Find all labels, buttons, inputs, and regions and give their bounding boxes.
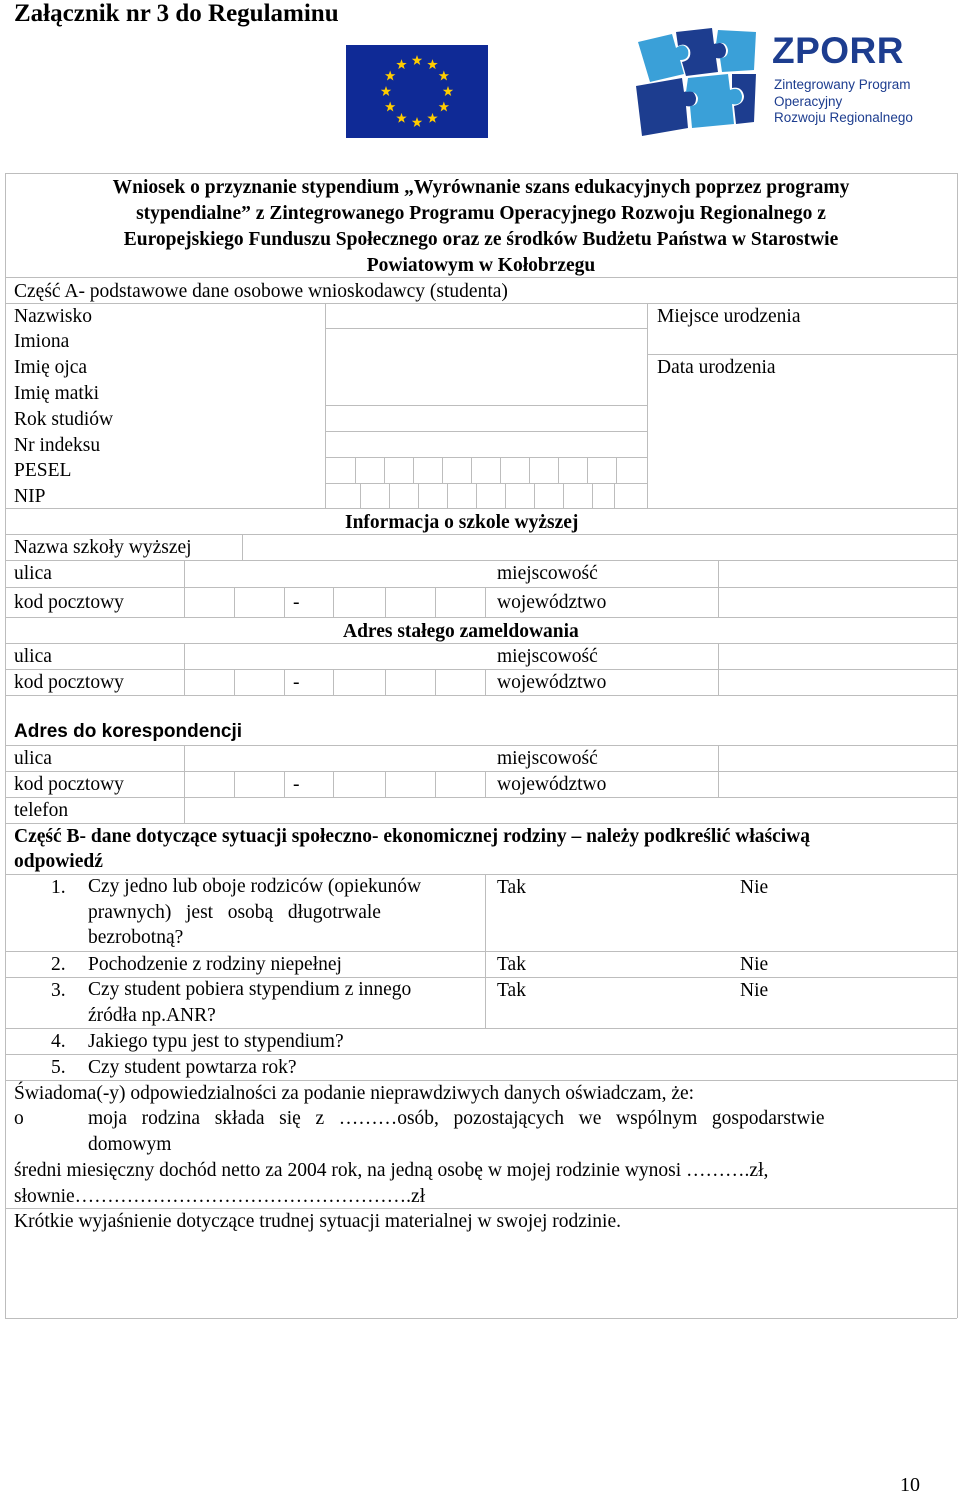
label-residence-street: ulica: [14, 646, 52, 667]
zporr-logo: [632, 28, 922, 143]
question-3-line-1: Czy student pobiera stypendium z innego: [88, 979, 412, 1000]
residence-heading: Adres stałego zameldowania: [343, 621, 579, 642]
question-4-number: 4.: [51, 1031, 66, 1052]
label-corr-city: miejscowość: [497, 748, 598, 769]
declaration-income-line-1: średni miesięczny dochód netto za 2004 rok, na jedną osobę w mojej rodzinie wynosi ……….zł,: [14, 1160, 769, 1181]
label-corr-province: województwo: [497, 774, 607, 795]
declaration-intro: Świadoma(-y) odpowiedzialności za podanie nieprawdziwych danych oświadczam, że:: [14, 1083, 695, 1104]
label-nip: NIP: [14, 486, 46, 507]
label-school-province: województwo: [497, 592, 607, 613]
eu-flag-logo: [346, 45, 488, 138]
label-pesel: PESEL: [14, 460, 72, 481]
label-school-name: Nazwa szkoły wyższej: [14, 537, 192, 558]
label-birth-place: Miejsce urodzenia: [657, 306, 801, 327]
part-b-title-line-1: Część B- dane dotyczące sytuacji społeczno- ekonomicznej rodziny – należy podkreślić właściwą: [14, 826, 810, 847]
question-2-yes[interactable]: Tak: [497, 954, 526, 975]
question-3-no[interactable]: Nie: [740, 980, 769, 1001]
label-phone: telefon: [14, 800, 69, 821]
nip-input[interactable]: [361, 484, 646, 507]
label-father-name: Imię ojca: [14, 357, 88, 378]
explanation-textarea[interactable]: [6, 1235, 956, 1317]
declaration-family-line-2: domowym: [88, 1134, 172, 1155]
name-fields-input[interactable]: [326, 304, 646, 404]
form-heading-line-2: stypendialne” z Zintegrowanego Programu Operacyjnego Rozwoju Regionalnego z: [136, 203, 826, 224]
label-residence-postal: kod pocztowy: [14, 672, 124, 693]
label-school-postal: kod pocztowy: [14, 592, 124, 613]
declaration-bullet: o: [14, 1108, 24, 1129]
question-3-number: 3.: [51, 980, 66, 1001]
label-residence-province: województwo: [497, 672, 607, 693]
question-1-no[interactable]: Nie: [740, 877, 769, 898]
label-birth-date: Data urodzenia: [657, 357, 776, 378]
declaration-income-line-2: słownie…………………………………………….zł: [14, 1186, 426, 1207]
question-3-yes[interactable]: Tak: [497, 980, 526, 1001]
question-2-no[interactable]: Nie: [740, 954, 769, 975]
school-heading: Informacja o szkole wyższej: [345, 512, 579, 533]
label-first-names: Imiona: [14, 331, 70, 352]
question-2-number: 2.: [51, 954, 66, 975]
label-school-street: ulica: [14, 563, 52, 584]
part-b-title-line-2: odpowiedź: [14, 851, 103, 872]
label-index-number: Nr indeksu: [14, 435, 101, 456]
page-number: 10: [900, 1474, 920, 1496]
question-1-text: [88, 874, 474, 951]
question-5-text: Czy student powtarza rok?: [88, 1057, 297, 1078]
label-corr-postal: kod pocztowy: [14, 774, 124, 795]
school-postal-dash: -: [293, 592, 300, 613]
zporr-logo-text: ZPORR: [772, 30, 904, 71]
phone-input[interactable]: [185, 798, 956, 822]
label-corr-street: ulica: [14, 748, 52, 769]
zporr-logo-subtitle: Zintegrowany Program Operacyjny Rozwoju Regionalnego: [774, 77, 913, 125]
question-3-line-2: źródła np.ANR?: [88, 1004, 216, 1026]
question-3-text: [88, 977, 474, 1028]
question-4-text: Jakiego typu jest to stypendium?: [88, 1031, 344, 1052]
part-a-title: Część A- podstawowe dane osobowe wnioskodawcy (studenta): [14, 281, 508, 302]
school-name-input[interactable]: [243, 535, 956, 559]
question-1-line-3: bezrobotną?: [88, 927, 184, 949]
label-mother-name: Imię matki: [14, 383, 100, 404]
question-2-text: Pochodzenie z rodziny niepełnej: [88, 954, 342, 975]
label-surname: Nazwisko: [14, 306, 92, 327]
puzzle-icon: [632, 28, 764, 143]
label-school-city: miejscowość: [497, 563, 598, 584]
study-fields-input[interactable]: [326, 406, 646, 456]
question-1-yes[interactable]: Tak: [497, 877, 526, 898]
correspondence-heading: Adres do korespondencji: [14, 721, 243, 742]
declaration-family-line-1: moja rodzina składa się z ………osób, pozostających we wspólnym gospodarstwie: [88, 1108, 825, 1129]
question-1-number: 1.: [51, 877, 66, 898]
pesel-input[interactable]: [356, 458, 646, 482]
explanation-label: Krótkie wyjaśnienie dotyczące trudnej sytuacji materialnej w swojej rodzinie.: [14, 1211, 621, 1232]
form-heading-line-1: Wniosek o przyznanie stypendium „Wyrównanie szans edukacyjnych poprzez programy: [112, 177, 850, 198]
form-heading-line-3: Europejskiego Funduszu Społecznego oraz ze środków Budżetu Państwa w Starostwie: [123, 229, 839, 250]
residence-postal-dash: -: [293, 672, 300, 693]
label-study-year: Rok studiów: [14, 409, 114, 430]
question-1-line-2: prawnych) jest osobą długotrwale: [88, 901, 381, 923]
question-4-input[interactable]: [400, 1029, 956, 1053]
corr-postal-dash: -: [293, 774, 300, 795]
form-heading-line-4: Powiatowym w Kołobrzegu: [366, 255, 596, 276]
question-1-line-1: Czy jedno lub oboje rodziców (opiekunów: [88, 876, 422, 897]
document-title: Załącznik nr 3 do Regulaminu: [14, 0, 339, 27]
question-5-number: 5.: [51, 1057, 66, 1078]
label-residence-city: miejscowość: [497, 646, 598, 667]
